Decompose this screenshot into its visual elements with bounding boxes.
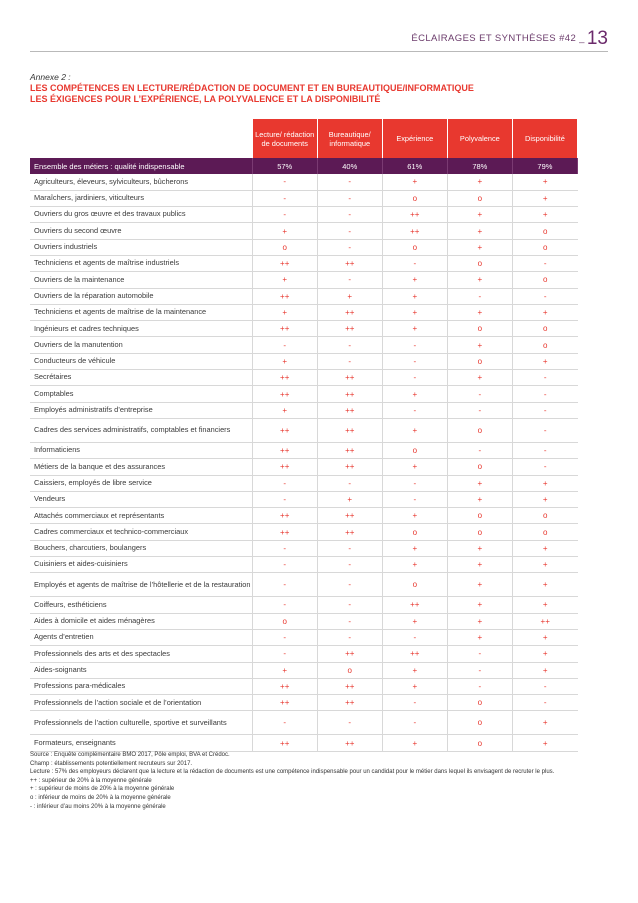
row-value: - bbox=[382, 353, 447, 369]
row-value: + bbox=[512, 491, 577, 507]
row-value: o bbox=[317, 662, 382, 678]
row-label: Employés et agents de maîtrise de l’hôtellerie et de la restauration bbox=[30, 573, 252, 597]
row-value: - bbox=[447, 386, 512, 402]
table-row bbox=[30, 646, 578, 662]
row-value: ++ bbox=[252, 255, 317, 271]
row-value: + bbox=[512, 629, 577, 645]
row-value: + bbox=[512, 174, 577, 190]
series-title: ÉCLAIRAGES ET SYNTHÈSES #42 _ bbox=[411, 33, 585, 44]
row-value: - bbox=[252, 190, 317, 206]
row-value: - bbox=[252, 337, 317, 353]
row-value: o bbox=[447, 353, 512, 369]
row-value: o bbox=[382, 239, 447, 255]
row-label: Maraîchers, jardiniers, viticulteurs bbox=[30, 190, 252, 206]
row-value: ++ bbox=[512, 613, 577, 629]
row-value: ++ bbox=[317, 386, 382, 402]
row-value: o bbox=[252, 613, 317, 629]
row-value: - bbox=[382, 629, 447, 645]
summary-value: 78% bbox=[447, 158, 512, 174]
row-value: ++ bbox=[317, 524, 382, 540]
row-label: Aides à domicile et aides ménagères bbox=[30, 613, 252, 629]
row-value: - bbox=[512, 402, 577, 418]
row-label: Professionnels des arts et des spectacles bbox=[30, 646, 252, 662]
row-value: o bbox=[382, 442, 447, 458]
row-value: o bbox=[447, 508, 512, 524]
row-value: - bbox=[382, 370, 447, 386]
row-label: Ouvriers industriels bbox=[30, 239, 252, 255]
row-value: - bbox=[317, 223, 382, 239]
page-number: 13 bbox=[586, 28, 608, 49]
row-value: o bbox=[447, 459, 512, 475]
row-value: - bbox=[382, 475, 447, 491]
row-value: ++ bbox=[317, 508, 382, 524]
row-value: + bbox=[447, 370, 512, 386]
row-value: - bbox=[512, 459, 577, 475]
row-value: + bbox=[382, 662, 447, 678]
row-value: + bbox=[382, 304, 447, 320]
row-value: + bbox=[382, 321, 447, 337]
row-value: ++ bbox=[317, 255, 382, 271]
row-value: o bbox=[447, 255, 512, 271]
row-value: o bbox=[382, 524, 447, 540]
row-value: + bbox=[447, 337, 512, 353]
row-value: + bbox=[447, 613, 512, 629]
row-value: ++ bbox=[252, 524, 317, 540]
row-label: Métiers de la banque et des assurances bbox=[30, 459, 252, 475]
table-row bbox=[30, 386, 578, 402]
row-value: - bbox=[447, 662, 512, 678]
table-row bbox=[30, 557, 578, 573]
row-value: + bbox=[447, 272, 512, 288]
summary-value: 61% bbox=[382, 158, 447, 174]
table-row bbox=[30, 695, 578, 711]
row-label: Cadres des services administratifs, comptables et financiers bbox=[30, 418, 252, 442]
row-value: - bbox=[447, 442, 512, 458]
row-value: ++ bbox=[252, 370, 317, 386]
row-value: - bbox=[382, 402, 447, 418]
table-row bbox=[30, 418, 578, 442]
row-value: + bbox=[512, 540, 577, 556]
summary-label: Ensemble des métiers : qualité indispensable bbox=[30, 158, 252, 174]
row-value: + bbox=[447, 239, 512, 255]
legend-item: - : inférieur d’au moins 20% à la moyenne générale bbox=[30, 803, 166, 810]
row-value: o bbox=[447, 711, 512, 735]
row-value: + bbox=[447, 174, 512, 190]
row-label: Cuisiniers et aides-cuisiniers bbox=[30, 557, 252, 573]
row-value: o bbox=[252, 239, 317, 255]
row-value: + bbox=[512, 190, 577, 206]
row-value: ++ bbox=[252, 418, 317, 442]
row-value: - bbox=[382, 711, 447, 735]
row-value: - bbox=[317, 540, 382, 556]
row-value: + bbox=[512, 353, 577, 369]
column-header: Bureautique/ informatique bbox=[317, 119, 382, 158]
table-row bbox=[30, 337, 578, 353]
row-value: - bbox=[317, 174, 382, 190]
row-label: Ouvriers du second œuvre bbox=[30, 223, 252, 239]
row-value: ++ bbox=[382, 207, 447, 223]
row-value: + bbox=[382, 508, 447, 524]
row-value: - bbox=[512, 386, 577, 402]
row-value: - bbox=[382, 491, 447, 507]
table-row bbox=[30, 491, 578, 507]
row-value: + bbox=[382, 418, 447, 442]
table-notes bbox=[30, 751, 590, 811]
column-header: Expérience bbox=[382, 119, 447, 158]
table-row bbox=[30, 524, 578, 540]
row-value: + bbox=[447, 629, 512, 645]
header-blank-cell bbox=[30, 119, 252, 158]
row-value: - bbox=[252, 207, 317, 223]
row-value: + bbox=[382, 678, 447, 694]
row-value: ++ bbox=[252, 695, 317, 711]
row-value: o bbox=[512, 272, 577, 288]
row-value: - bbox=[512, 695, 577, 711]
row-value: - bbox=[447, 402, 512, 418]
row-label: Secrétaires bbox=[30, 370, 252, 386]
row-value: o bbox=[382, 573, 447, 597]
row-value: - bbox=[317, 557, 382, 573]
row-value: - bbox=[252, 174, 317, 190]
source-note: Source : Enquête complémentaire BMO 2017, Pôle emploi, BVA et Crédoc. bbox=[30, 752, 230, 758]
row-value: o bbox=[447, 524, 512, 540]
row-value: + bbox=[447, 540, 512, 556]
row-value: - bbox=[252, 540, 317, 556]
reading-note: Lecture : 57% des employeurs déclarent que la lecture et la rédaction de documents est une compétence indispensable pour un candidat pour le métier dans lequel ils envisagent de recruter le plus. bbox=[30, 769, 555, 776]
row-value: ++ bbox=[252, 508, 317, 524]
row-value: - bbox=[252, 491, 317, 507]
row-value: - bbox=[382, 255, 447, 271]
row-value: + bbox=[512, 557, 577, 573]
annex-title bbox=[30, 83, 590, 105]
row-label: Vendeurs bbox=[30, 491, 252, 507]
row-value: - bbox=[317, 711, 382, 735]
row-label: Ingénieurs et cadres techniques bbox=[30, 321, 252, 337]
row-value: o bbox=[447, 695, 512, 711]
row-value: o bbox=[512, 337, 577, 353]
row-label: Caissiers, employés de libre service bbox=[30, 475, 252, 491]
row-value: - bbox=[512, 442, 577, 458]
row-value: ++ bbox=[382, 597, 447, 613]
legend-item: ++ : supérieur de 20% à la moyenne générale bbox=[30, 777, 152, 784]
row-label: Techniciens et agents de maîtrise de la maintenance bbox=[30, 304, 252, 320]
row-value: - bbox=[447, 678, 512, 694]
row-value: o bbox=[512, 239, 577, 255]
row-value: - bbox=[317, 353, 382, 369]
row-value: - bbox=[317, 475, 382, 491]
row-value: ++ bbox=[317, 442, 382, 458]
row-value: ++ bbox=[317, 735, 382, 751]
row-label: Bouchers, charcutiers, boulangers bbox=[30, 540, 252, 556]
summary-value: 57% bbox=[252, 158, 317, 174]
summary-value: 40% bbox=[317, 158, 382, 174]
row-value: + bbox=[512, 711, 577, 735]
row-value: - bbox=[512, 255, 577, 271]
row-value: - bbox=[317, 272, 382, 288]
row-value: + bbox=[382, 540, 447, 556]
row-value: + bbox=[382, 735, 447, 751]
row-value: ++ bbox=[252, 288, 317, 304]
row-label: Aides-soignants bbox=[30, 662, 252, 678]
row-value: + bbox=[382, 459, 447, 475]
annex-label: Annexe 2 : bbox=[30, 72, 71, 82]
row-value: - bbox=[512, 370, 577, 386]
row-value: - bbox=[512, 678, 577, 694]
row-value: + bbox=[252, 402, 317, 418]
row-label: Ouvriers de la réparation automobile bbox=[30, 288, 252, 304]
table-row bbox=[30, 272, 578, 288]
table-row bbox=[30, 573, 578, 597]
row-value: ++ bbox=[317, 646, 382, 662]
row-value: + bbox=[447, 491, 512, 507]
row-value: o bbox=[447, 418, 512, 442]
row-value: + bbox=[512, 304, 577, 320]
row-value: ++ bbox=[252, 459, 317, 475]
row-value: + bbox=[512, 646, 577, 662]
row-value: - bbox=[252, 597, 317, 613]
row-label: Ouvriers de la manutention bbox=[30, 337, 252, 353]
row-value: + bbox=[512, 597, 577, 613]
row-value: o bbox=[512, 524, 577, 540]
row-value: - bbox=[317, 573, 382, 597]
column-header: Polyvalence bbox=[447, 119, 512, 158]
table-row bbox=[30, 402, 578, 418]
row-value: ++ bbox=[317, 418, 382, 442]
row-value: + bbox=[252, 662, 317, 678]
row-value: o bbox=[512, 321, 577, 337]
table-row bbox=[30, 442, 578, 458]
row-label: Cadres commerciaux et technico-commerciaux bbox=[30, 524, 252, 540]
row-value: o bbox=[447, 190, 512, 206]
row-value: ++ bbox=[382, 223, 447, 239]
field-note: Champ : établissements potentiellement recruteurs sur 2017. bbox=[30, 760, 193, 767]
row-value: - bbox=[317, 597, 382, 613]
page-header bbox=[411, 24, 608, 48]
row-value: - bbox=[447, 288, 512, 304]
row-label: Professionnels de l’action culturelle, sportive et surveillants bbox=[30, 711, 252, 735]
row-value: ++ bbox=[317, 321, 382, 337]
row-value: + bbox=[252, 353, 317, 369]
row-label: Agriculteurs, éleveurs, sylviculteurs, bûcherons bbox=[30, 174, 252, 190]
row-label: Conducteurs de véhicule bbox=[30, 353, 252, 369]
row-value: ++ bbox=[252, 678, 317, 694]
row-value: - bbox=[382, 337, 447, 353]
row-value: + bbox=[447, 207, 512, 223]
row-value: - bbox=[317, 207, 382, 223]
row-label: Formateurs, enseignants bbox=[30, 735, 252, 751]
row-value: + bbox=[382, 557, 447, 573]
table-row bbox=[30, 190, 578, 206]
row-value: + bbox=[512, 662, 577, 678]
row-value: ++ bbox=[317, 459, 382, 475]
row-value: + bbox=[447, 223, 512, 239]
row-label: Ouvriers du gros œuvre et des travaux publics bbox=[30, 207, 252, 223]
annex-title-line-2: LES ÉXIGENCES POUR L’EXPÉRIENCE, LA POLYVALENCE ET LA DISPONIBILITÉ bbox=[30, 94, 381, 104]
row-value: - bbox=[252, 475, 317, 491]
row-value: - bbox=[252, 711, 317, 735]
row-value: + bbox=[447, 475, 512, 491]
row-label: Ouvriers de la maintenance bbox=[30, 272, 252, 288]
row-value: ++ bbox=[252, 442, 317, 458]
legend-item: + : supérieur de moins de 20% à la moyenne générale bbox=[30, 786, 175, 793]
row-value: o bbox=[447, 321, 512, 337]
row-value: + bbox=[447, 573, 512, 597]
row-label: Agents d’entretien bbox=[30, 629, 252, 645]
row-label: Professions para-médicales bbox=[30, 678, 252, 694]
row-label: Techniciens et agents de maîtrise industriels bbox=[30, 255, 252, 271]
row-value: + bbox=[382, 613, 447, 629]
summary-value: 79% bbox=[512, 158, 577, 174]
table-row bbox=[30, 304, 578, 320]
row-value: - bbox=[252, 573, 317, 597]
table-row bbox=[30, 255, 578, 271]
column-header: Disponibilité bbox=[512, 119, 577, 158]
row-label: Employés administratifs d’entreprise bbox=[30, 402, 252, 418]
table-row bbox=[30, 613, 578, 629]
table-row bbox=[30, 288, 578, 304]
table-row bbox=[30, 459, 578, 475]
row-value: - bbox=[317, 629, 382, 645]
row-value: + bbox=[317, 288, 382, 304]
row-value: + bbox=[382, 386, 447, 402]
row-value: - bbox=[252, 646, 317, 662]
table-row bbox=[30, 353, 578, 369]
row-label: Comptables bbox=[30, 386, 252, 402]
table-row bbox=[30, 239, 578, 255]
legend-item: o : inférieur de moins de 20% à la moyenne générale bbox=[30, 794, 171, 801]
row-value: + bbox=[447, 304, 512, 320]
summary-row bbox=[30, 158, 578, 174]
table-row bbox=[30, 678, 578, 694]
row-value: + bbox=[512, 475, 577, 491]
row-value: ++ bbox=[317, 678, 382, 694]
row-value: + bbox=[512, 735, 577, 751]
row-value: + bbox=[382, 272, 447, 288]
row-value: o bbox=[512, 223, 577, 239]
row-value: ++ bbox=[317, 695, 382, 711]
row-value: - bbox=[512, 288, 577, 304]
row-value: ++ bbox=[317, 304, 382, 320]
table-header-row bbox=[30, 119, 578, 158]
table-row bbox=[30, 629, 578, 645]
row-value: - bbox=[317, 337, 382, 353]
table-row bbox=[30, 174, 578, 190]
row-value: ++ bbox=[252, 735, 317, 751]
row-label: Informaticiens bbox=[30, 442, 252, 458]
column-header: Lecture/ rédaction de documents bbox=[252, 119, 317, 158]
row-value: - bbox=[317, 613, 382, 629]
table-row bbox=[30, 597, 578, 613]
row-value: ++ bbox=[382, 646, 447, 662]
row-value: + bbox=[512, 207, 577, 223]
row-value: ++ bbox=[252, 321, 317, 337]
row-value: - bbox=[512, 418, 577, 442]
table-row bbox=[30, 370, 578, 386]
row-value: + bbox=[382, 174, 447, 190]
row-value: ++ bbox=[317, 402, 382, 418]
row-label: Attachés commerciaux et représentants bbox=[30, 508, 252, 524]
row-value: ++ bbox=[252, 386, 317, 402]
row-value: o bbox=[447, 735, 512, 751]
table-row bbox=[30, 475, 578, 491]
row-value: + bbox=[252, 223, 317, 239]
row-value: + bbox=[252, 304, 317, 320]
row-label: Professionnels de l’action sociale et de l’orientation bbox=[30, 695, 252, 711]
row-value: - bbox=[252, 557, 317, 573]
row-value: - bbox=[317, 190, 382, 206]
competences-table bbox=[30, 119, 578, 752]
row-value: + bbox=[447, 557, 512, 573]
row-value: + bbox=[317, 491, 382, 507]
table-row bbox=[30, 662, 578, 678]
row-value: - bbox=[447, 646, 512, 662]
row-value: + bbox=[252, 272, 317, 288]
row-value: o bbox=[382, 190, 447, 206]
row-value: - bbox=[382, 695, 447, 711]
table-row bbox=[30, 735, 578, 751]
table-row bbox=[30, 540, 578, 556]
table-row bbox=[30, 321, 578, 337]
table-row bbox=[30, 223, 578, 239]
table-row bbox=[30, 207, 578, 223]
annex-title-line-1: LES COMPÉTENCES EN LECTURE/RÉDACTION DE DOCUMENT ET EN BUREAUTIQUE/INFORMATIQUE bbox=[30, 83, 474, 93]
table-row bbox=[30, 508, 578, 524]
row-value: - bbox=[317, 239, 382, 255]
table-row bbox=[30, 711, 578, 735]
row-value: + bbox=[512, 573, 577, 597]
row-value: o bbox=[512, 508, 577, 524]
row-label: Coiffeurs, esthéticiens bbox=[30, 597, 252, 613]
row-value: ++ bbox=[317, 370, 382, 386]
row-value: + bbox=[447, 597, 512, 613]
row-value: + bbox=[382, 288, 447, 304]
row-value: - bbox=[252, 629, 317, 645]
header-divider bbox=[30, 51, 608, 52]
